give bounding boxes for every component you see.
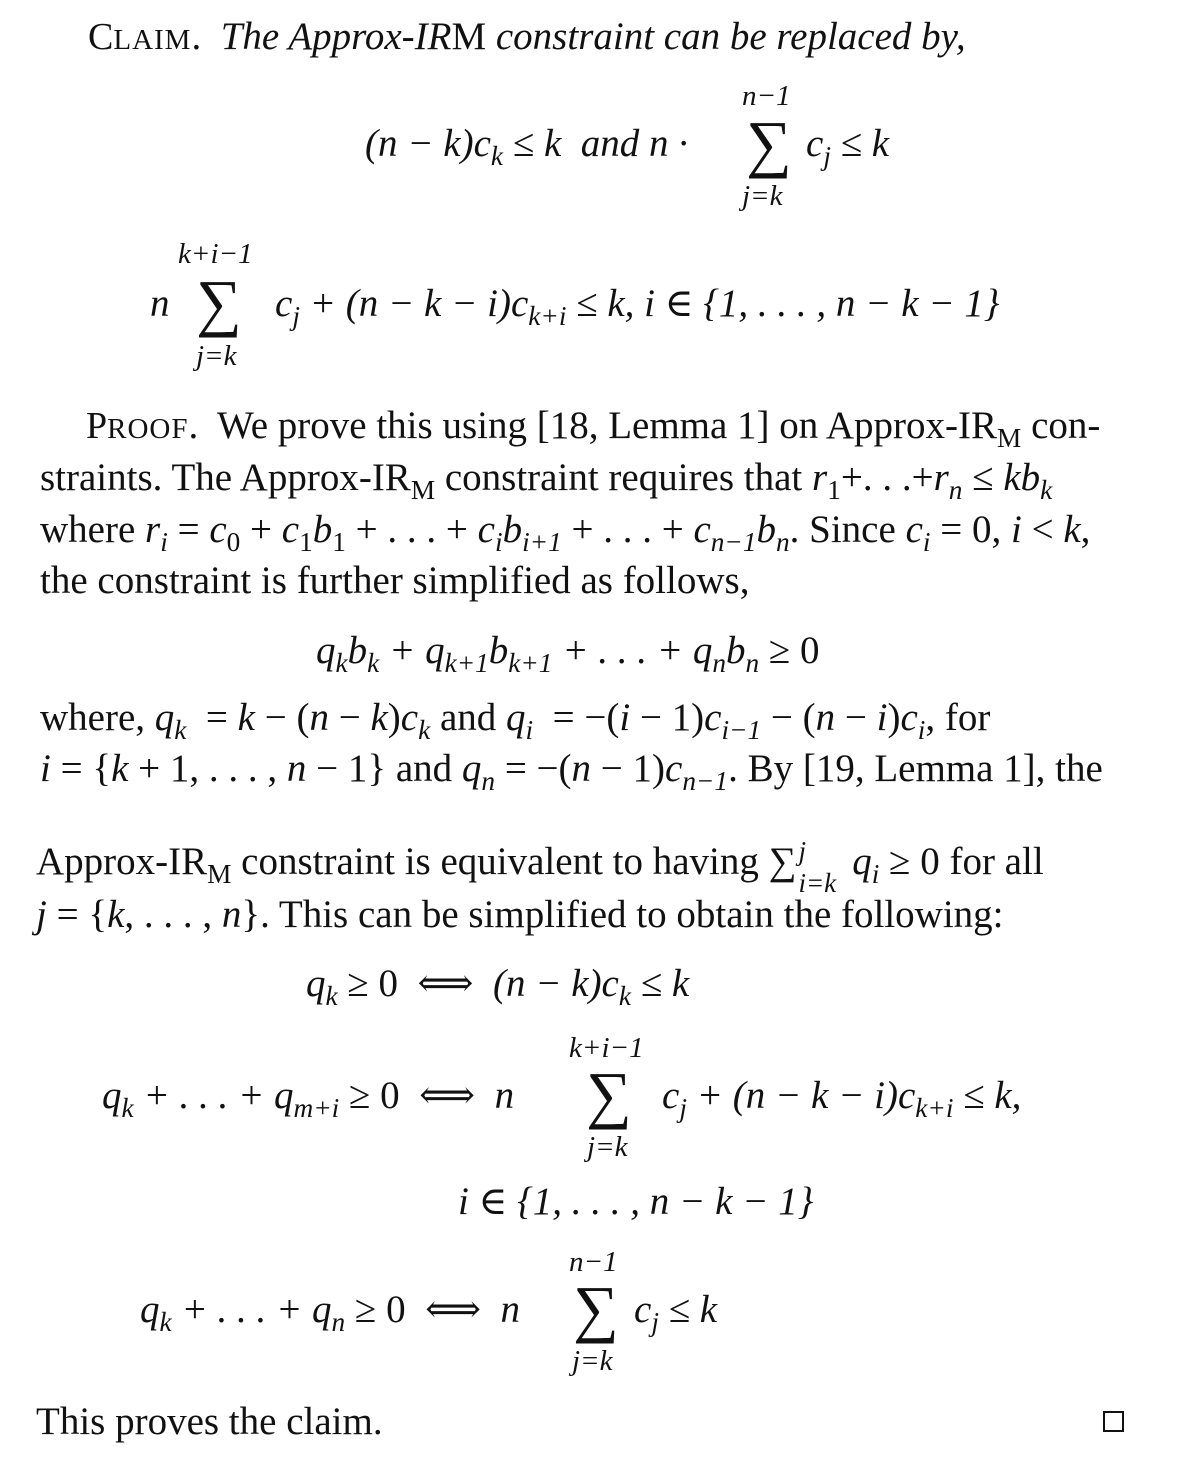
- proof-line-2: straints. The Approx-$IR_M$ constraint requires that $r_1+$. . $.+r_n \le kb_k$: [40, 456, 1053, 505]
- sum-upper-limit: n−1: [742, 80, 791, 112]
- claim-equation-1-lhs: $(n - k)c_k \le k$ and n ·: [365, 122, 689, 171]
- equivalence-2-rhs: $c_j + (n - k - i)c_{k+i} \le k$,: [662, 1074, 1022, 1123]
- proof-line-6: i = {k + 1, . . . , n − 1} and $q_n = -(n - 1)c_{n-1}$. By [19, Lemma 1], the: [40, 747, 1103, 796]
- equivalence-2-lhs: $q_k$ + . . . + $q_{m+i} \ge 0$ ⟺ n: [102, 1074, 515, 1123]
- proof-line-5: where, $q_k = k - (n - k)c_k$ and $q_i = -(i - 1)c_{i-1} - (n - i)c_i$, for: [40, 696, 991, 745]
- claim-equation-2-rhs: $c_j + (n - k - i)c_{k+i} \le k$, i ∈ {1, . . . , n − k − 1}: [275, 282, 1000, 331]
- equivalence-2-range: i ∈ {1, . . . , n − k − 1}: [458, 1180, 814, 1223]
- claim-heading: CLAIM. The Approx-IRM constraint can be replaced by,: [88, 15, 966, 58]
- sum-upper-limit: n−1: [569, 1246, 618, 1278]
- summation-symbol: ∑: [586, 1059, 632, 1130]
- summation-symbol: ∑: [196, 267, 242, 338]
- claim-equation-1-rhs: $c_j \le k$: [806, 122, 890, 171]
- sum-lower-limit: j=k: [742, 180, 783, 212]
- summation-symbol: ∑: [573, 1273, 619, 1344]
- proof-equation: $q_kb_k + q_{k+1}b_{k+1}$ + . . . + $q_nb_n \ge 0$: [316, 629, 820, 678]
- sum-upper-limit: k+i−1: [569, 1032, 644, 1064]
- sum-lower-limit: j=k: [196, 340, 237, 372]
- proof-line-4: the constraint is further simplified as follows,: [40, 559, 750, 602]
- sum-lower-limit: j=k: [572, 1345, 613, 1377]
- proof-conclusion: This proves the claim.: [36, 1400, 383, 1443]
- equivalence-3-lhs: $q_k$ + . . . + $q_n \ge 0$ ⟺ n: [140, 1288, 520, 1337]
- sum-lower-limit: j=k: [587, 1131, 628, 1163]
- proof-line-1: PROOF. We prove this using [18, Lemma 1] on Approx-$IR_M$ con-: [86, 404, 1101, 453]
- summation-symbol: ∑: [746, 108, 792, 179]
- proof-line-7: Approx-$IR_M$ constraint is equivalent to having ∑ j i=k $q_i \ge 0$ for all: [36, 836, 1044, 898]
- claim-equation-2-n: n: [150, 282, 170, 325]
- proof-line-8: j = {k, . . . , n}. This can be simplified to obtain the following:: [36, 893, 1004, 936]
- sum-upper-limit: k+i−1: [178, 238, 253, 270]
- equivalence-1: $q_k \ge 0$ ⟺ $(n - k)c_k \le k$: [306, 962, 690, 1011]
- qed-square-icon: [1103, 1411, 1124, 1432]
- proof-line-3: where $r_i = c_0 + c_1b_1$ + . . . + $c_ib_{i+1}$ + . . . + $c_{n-1}b_n$. Since $c_i = 0$, i < k,: [40, 508, 1091, 557]
- equivalence-3-rhs: $c_j \le k$: [634, 1288, 718, 1337]
